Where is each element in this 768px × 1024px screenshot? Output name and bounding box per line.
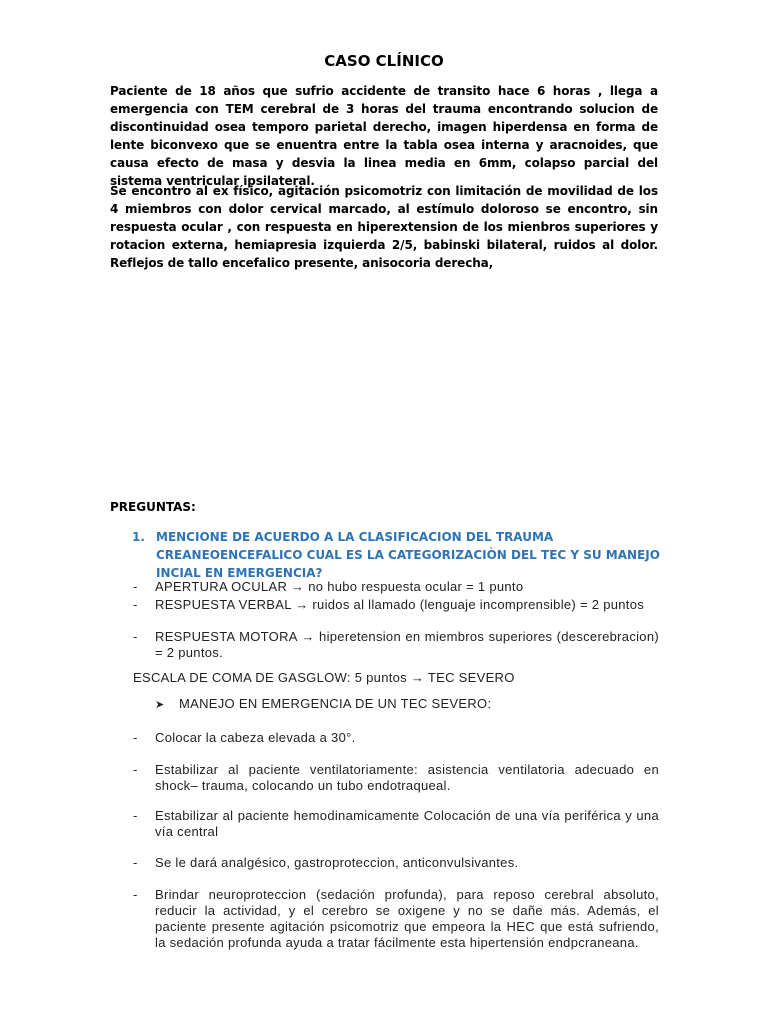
arrow-bullet-icon: ➤ bbox=[155, 699, 165, 711]
list-dash: - bbox=[133, 730, 138, 745]
glasgow-score-line: ESCALA DE COMA DE GASGLOW: 5 puntos → TEC SEVERO bbox=[133, 670, 515, 685]
list-item-text: APERTURA OCULAR → no hubo respuesta ocular = 1 punto bbox=[155, 579, 524, 594]
list-item-text: Estabilizar al paciente hemodinamicamente Colocación de una vía periférica y una vía central bbox=[155, 808, 659, 839]
question-text: MENCIONE DE ACUERDO A LA CLASIFICACION DEL TRAUMA CREANEOENCEFALICO CUAL ES LA CATEGORIZACIÒN DEL TEC Y SU MANEJO INCIAL EN EMERGENCIA? bbox=[156, 530, 660, 580]
manejo-heading-text: MANEJO EN EMERGENCIA DE UN TEC SEVERO: bbox=[179, 696, 492, 711]
list-item-text: RESPUESTA VERBAL → ruidos al llamado (lenguaje incomprensible) = 2 puntos bbox=[155, 597, 645, 612]
list-dash: - bbox=[133, 887, 138, 902]
list-item-text: Se le dará analgésico, gastroproteccion, anticonvulsivantes. bbox=[155, 855, 519, 870]
case-paragraph-1: Paciente de 18 años que sufrio accidente de transito hace 6 horas , llega a emergencia con TEM cerebral de 3 horas del trauma encontrando solucion de discontinuidad osea temporo parietal derecho, imagen hiperdensa en forma de lente biconvexo que se enuentra entre la tabla osea interna y aracnoides, que causa efecto de masa y desvia la linea media en 6mm, colapso parcial del sistema ventricular ipsilateral. bbox=[110, 84, 658, 188]
list-dash: - bbox=[133, 629, 138, 644]
list-dash: - bbox=[133, 808, 138, 823]
question-number: 1. bbox=[132, 530, 145, 544]
list-dash: - bbox=[133, 597, 138, 612]
case-paragraph-2: Se encontro al ex físico, agitación psicomotriz con limitación de movilidad de los 4 miembros con dolor cervical marcado, al estímulo doloroso se encontro, sin respuesta ocular , con respuesta en hiperextension de los mienbros superiores y rotacion externa, hemiapresia izquierda 2/5, babinski bilateral, ruidos al dolor. Reflejos de tallo encefalico presente, anisocoria derecha, bbox=[110, 184, 658, 270]
list-item-text: RESPUESTA MOTORA → hiperetension en miembros superiores (descerebracion) = 2 puntos. bbox=[155, 629, 659, 660]
list-dash: - bbox=[133, 579, 138, 594]
list-dash: - bbox=[133, 762, 138, 777]
questions-heading: PREGUNTAS: bbox=[110, 500, 196, 514]
list-dash: - bbox=[133, 855, 138, 870]
manejo-heading bbox=[155, 696, 491, 711]
list-item-text: Estabilizar al paciente ventilatoriamente: asistencia ventilatoria adecuado en shock– trauma, colocando un tubo endotraqueal. bbox=[155, 762, 659, 793]
list-item-text: Brindar neuroproteccion (sedación profunda), para reposo cerebral absoluto, reducir la actividad, y el cerebro se oxigene y no se dañe más. Además, el paciente presente agitación psicomotriz que empeora la HEC que está sufriendo, la sedación profunda ayuda a tratar fácilmente esta hipertensión endpcraneana. bbox=[155, 887, 659, 950]
page-title: CASO CLÍNICO bbox=[324, 52, 444, 70]
list-item-text: Colocar la cabeza elevada a 30°. bbox=[155, 730, 356, 745]
